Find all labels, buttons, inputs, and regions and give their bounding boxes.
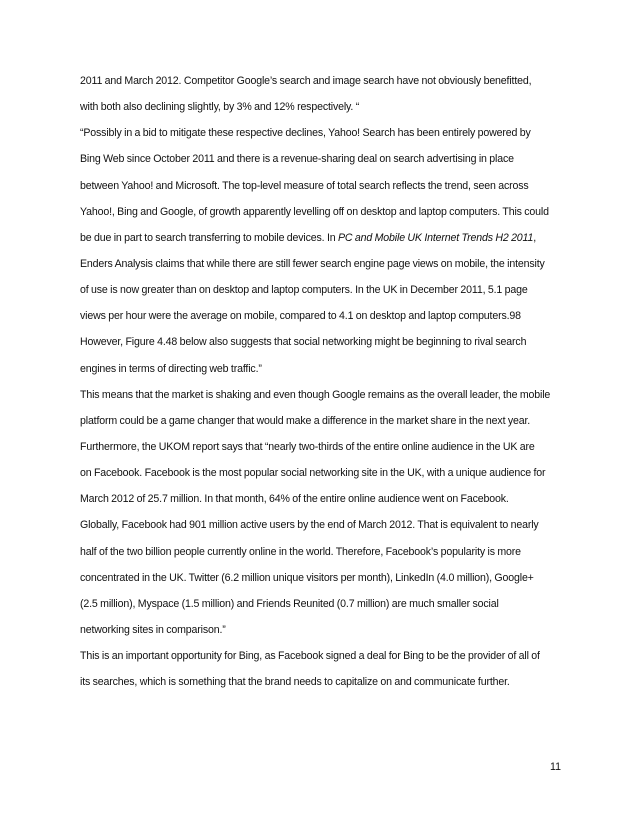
text-line: However, Figure 4.48 below also suggests that social networking might be beginning to rival search [80, 336, 527, 349]
text-line: This means that the market is shaking and even though Google remains as the overall leader, the mobile [80, 388, 551, 401]
text-line: between Yahoo! and Microsoft. The top-level measure of total search reflects the trend, seen across [80, 179, 529, 192]
text-line: 2011 and March 2012. Competitor Google’s search and image search have not obviously benefitted, [80, 75, 532, 87]
text-line: half of the two billion people currently online in the world. Therefore, Facebook’s popularity is more [80, 545, 521, 558]
text-line: Globally, Facebook had 901 million active users by the end of March 2012. That is equivalent to nearly [80, 519, 539, 532]
text-line: Bing Web since October 2011 and there is a revenue-sharing deal on search advertising in place [80, 153, 514, 166]
text-line: March 2012 of 25.7 million. In that month, 64% of the entire online audience went on Facebook. [80, 493, 509, 506]
body-text [80, 68, 570, 695]
text-line: (2.5 million), Myspace (1.5 million) and Friends Reunited (0.7 million) are much smaller social [80, 597, 499, 610]
text-line: concentrated in the UK. Twitter (6.2 million unique visitors per month), LinkedIn (4.0 million), Google+ [80, 571, 534, 584]
text-line: with both also declining slightly, by 3% and 12% respectively. “ [80, 101, 360, 114]
text-line: Enders Analysis claims that while there are still fewer search engine page views on mobile, the intensity [80, 257, 545, 270]
text-line-with-report-title [80, 225, 570, 251]
text-line: views per hour were the average on mobile, compared to 4.1 on desktop and laptop computers.98 [80, 310, 521, 323]
text-line: Yahoo!, Bing and Google, of growth apparently levelling off on desktop and laptop computers. This could [80, 205, 549, 218]
page-number: 11 [550, 761, 561, 773]
text-fragment: be due in part to search transferring to mobile devices. In [80, 231, 338, 244]
text-line: Furthermore, the UKOM report says that “nearly two-thirds of the entire online audience in the UK are [80, 440, 535, 453]
text-line: This is an important opportunity for Bing, as Facebook signed a deal for Bing to be the provider of all of [80, 650, 540, 663]
text-line: “Possibly in a bid to mitigate these respective declines, Yahoo! Search has been entirely powered by [80, 127, 531, 140]
report-title: PC and Mobile UK Internet Trends H2 2011 [338, 231, 534, 244]
text-line: networking sites in comparison.” [80, 623, 226, 636]
text-line: on Facebook. Facebook is the most popular social networking site in the UK, with a unique audience for [80, 467, 546, 480]
text-line: engines in terms of directing web traffic.” [80, 362, 262, 375]
text-line: of use is now greater than on desktop and laptop computers. In the UK in December 2011, 5.1 page [80, 284, 528, 297]
text-line: platform could be a game changer that would make a difference in the market share in the next year. [80, 414, 531, 427]
text-line: its searches, which is something that the brand needs to capitalize on and communicate further. [80, 676, 510, 689]
report-title-suffix: , [533, 231, 537, 244]
